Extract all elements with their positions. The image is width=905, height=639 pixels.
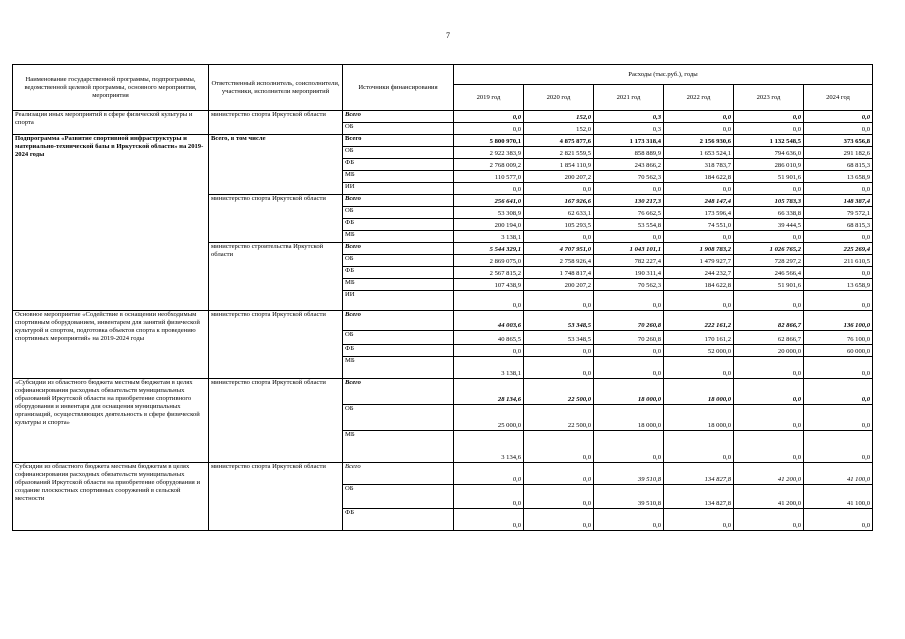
amount-cell: 25 000,0 bbox=[454, 405, 524, 431]
amount-cell: 184 622,8 bbox=[664, 171, 734, 183]
executor-name: министерство спорта Иркутской области bbox=[209, 379, 343, 463]
funding-source: ФБ bbox=[343, 509, 454, 531]
amount-cell: 41 100,0 bbox=[804, 485, 873, 509]
amount-cell: 0,0 bbox=[454, 509, 524, 531]
amount-cell: 2 156 930,6 bbox=[664, 135, 734, 147]
amount-cell: 79 572,1 bbox=[804, 207, 873, 219]
amount-cell: 1 854 110,9 bbox=[524, 159, 594, 171]
amount-cell: 40 865,5 bbox=[454, 331, 524, 345]
amount-cell: 53 348,5 bbox=[524, 331, 594, 345]
amount-cell: 200 194,0 bbox=[454, 219, 524, 231]
funding-source: Всего bbox=[343, 111, 454, 123]
executor-name: министерство спорта Иркутской области bbox=[209, 195, 343, 243]
amount-cell: 0,0 bbox=[454, 291, 524, 311]
activity-name: Реализация иных мероприятий в сфере физической культуры и спорта bbox=[13, 111, 209, 135]
amount-cell: 0,0 bbox=[804, 379, 873, 405]
table-row bbox=[13, 111, 873, 123]
amount-cell: 41 100,0 bbox=[804, 463, 873, 485]
amount-cell: 110 577,0 bbox=[454, 171, 524, 183]
amount-cell: 39 510,8 bbox=[594, 485, 664, 509]
amount-cell: 0,0 bbox=[734, 357, 804, 379]
amount-cell: 1 132 548,5 bbox=[734, 135, 804, 147]
amount-cell: 0,0 bbox=[594, 231, 664, 243]
amount-cell: 0,0 bbox=[804, 267, 873, 279]
amount-cell: 0,0 bbox=[664, 291, 734, 311]
amount-cell: 0,0 bbox=[734, 183, 804, 195]
amount-cell: 5 544 329,1 bbox=[454, 243, 524, 255]
amount-cell: 794 636,0 bbox=[734, 147, 804, 159]
funding-source: ОБ bbox=[343, 147, 454, 159]
amount-cell: 105 783,3 bbox=[734, 195, 804, 207]
amount-cell: 858 889,9 bbox=[594, 147, 664, 159]
amount-cell: 0,0 bbox=[594, 509, 664, 531]
funding-source: ОБ bbox=[343, 207, 454, 219]
amount-cell: 2 768 009,2 bbox=[454, 159, 524, 171]
amount-cell: 70 562,3 bbox=[594, 279, 664, 291]
amount-cell: 3 134,6 bbox=[454, 431, 524, 463]
header-expenses: Расходы (тыс.руб.), годы bbox=[454, 65, 873, 85]
page-number: 7 bbox=[446, 31, 450, 40]
header-year: 2022 год bbox=[664, 85, 734, 111]
amount-cell: 136 100,0 bbox=[804, 311, 873, 331]
amount-cell: 0,0 bbox=[734, 379, 804, 405]
amount-cell: 70 260,8 bbox=[594, 331, 664, 345]
amount-cell: 4 875 877,6 bbox=[524, 135, 594, 147]
amount-cell: 18 000,0 bbox=[594, 379, 664, 405]
budget-table bbox=[12, 64, 873, 531]
table-row bbox=[13, 135, 873, 147]
amount-cell: 0,0 bbox=[804, 509, 873, 531]
amount-cell: 2 869 075,0 bbox=[454, 255, 524, 267]
table-row bbox=[13, 379, 873, 405]
amount-cell: 18 000,0 bbox=[664, 405, 734, 431]
funding-source: МБ bbox=[343, 279, 454, 291]
header-year: 2020 год bbox=[524, 85, 594, 111]
amount-cell: 0,0 bbox=[454, 485, 524, 509]
amount-cell: 51 901,6 bbox=[734, 279, 804, 291]
header-sources: Источники финансирования bbox=[343, 65, 454, 111]
amount-cell: 53 554,8 bbox=[594, 219, 664, 231]
amount-cell: 0,0 bbox=[804, 405, 873, 431]
funding-source: Всего bbox=[343, 195, 454, 207]
amount-cell: 68 815,3 bbox=[804, 159, 873, 171]
amount-cell: 0,0 bbox=[454, 111, 524, 123]
amount-cell: 18 000,0 bbox=[664, 379, 734, 405]
amount-cell: 0,0 bbox=[664, 111, 734, 123]
header-year: 2021 год bbox=[594, 85, 664, 111]
amount-cell: 62 633,1 bbox=[524, 207, 594, 219]
amount-cell: 728 297,2 bbox=[734, 255, 804, 267]
amount-cell: 0,0 bbox=[734, 509, 804, 531]
funding-source: МБ bbox=[343, 357, 454, 379]
amount-cell: 200 207,2 bbox=[524, 171, 594, 183]
amount-cell: 0,0 bbox=[594, 431, 664, 463]
table-row bbox=[13, 463, 873, 485]
amount-cell: 0,0 bbox=[594, 345, 664, 357]
amount-cell: 286 010,9 bbox=[734, 159, 804, 171]
amount-cell: 0,0 bbox=[524, 231, 594, 243]
amount-cell: 18 000,0 bbox=[594, 405, 664, 431]
amount-cell: 0,0 bbox=[734, 111, 804, 123]
funding-source: ИИ bbox=[343, 291, 454, 311]
amount-cell: 190 311,4 bbox=[594, 267, 664, 279]
amount-cell: 0,0 bbox=[524, 463, 594, 485]
amount-cell: 20 000,0 bbox=[734, 345, 804, 357]
amount-cell: 225 269,4 bbox=[804, 243, 873, 255]
executor-name: министерство спорта Иркутской области bbox=[209, 463, 343, 531]
amount-cell: 173 596,4 bbox=[664, 207, 734, 219]
amount-cell: 0,0 bbox=[524, 345, 594, 357]
amount-cell: 1 026 765,2 bbox=[734, 243, 804, 255]
table-body bbox=[13, 111, 873, 531]
amount-cell: 211 610,5 bbox=[804, 255, 873, 267]
amount-cell: 782 227,4 bbox=[594, 255, 664, 267]
amount-cell: 53 348,5 bbox=[524, 311, 594, 331]
header-name: Наименование государственной программы, подпрограммы, ведомственной целевой программы, основного мероприятия, мероприятия bbox=[13, 65, 209, 111]
funding-source: ОБ bbox=[343, 331, 454, 345]
amount-cell: 51 901,6 bbox=[734, 171, 804, 183]
amount-cell: 28 134,6 bbox=[454, 379, 524, 405]
amount-cell: 39 510,8 bbox=[594, 463, 664, 485]
amount-cell: 200 207,2 bbox=[524, 279, 594, 291]
amount-cell: 1 479 927,7 bbox=[664, 255, 734, 267]
activity-name: Основное мероприятие «Содействие в оснащении необходимым спортивным оборудованием, инвентарем для занятий физической культурой и спортом, подготовка объектов спорта к проведению спортивных мероприятий» на 2019-2024 годы bbox=[13, 311, 209, 379]
amount-cell: 0,0 bbox=[594, 357, 664, 379]
funding-source: МБ bbox=[343, 231, 454, 243]
amount-cell: 5 800 970,1 bbox=[454, 135, 524, 147]
amount-cell: 0,0 bbox=[804, 111, 873, 123]
executor-name: министерство строительства Иркутской области bbox=[209, 243, 343, 311]
amount-cell: 0,0 bbox=[734, 231, 804, 243]
amount-cell: 0,0 bbox=[524, 183, 594, 195]
amount-cell: 0,0 bbox=[734, 291, 804, 311]
amount-cell: 0,0 bbox=[804, 123, 873, 135]
amount-cell: 74 551,0 bbox=[664, 219, 734, 231]
amount-cell: 52 000,0 bbox=[664, 345, 734, 357]
amount-cell: 134 827,8 bbox=[664, 463, 734, 485]
funding-source: Всего bbox=[343, 463, 454, 485]
amount-cell: 243 866,2 bbox=[594, 159, 664, 171]
amount-cell: 0,0 bbox=[524, 291, 594, 311]
amount-cell: 0,0 bbox=[664, 123, 734, 135]
executor-name: министерство спорта Иркутской области bbox=[209, 311, 343, 379]
amount-cell: 130 217,3 bbox=[594, 195, 664, 207]
amount-cell: 0,0 bbox=[804, 431, 873, 463]
amount-cell: 373 656,8 bbox=[804, 135, 873, 147]
amount-cell: 41 200,0 bbox=[734, 463, 804, 485]
amount-cell: 2 567 815,2 bbox=[454, 267, 524, 279]
header-year: 2024 год bbox=[804, 85, 873, 111]
amount-cell: 2 758 926,4 bbox=[524, 255, 594, 267]
amount-cell: 1 908 783,2 bbox=[664, 243, 734, 255]
amount-cell: 0,0 bbox=[664, 231, 734, 243]
amount-cell: 22 500,0 bbox=[524, 405, 594, 431]
amount-cell: 170 161,2 bbox=[664, 331, 734, 345]
amount-cell: 0,0 bbox=[524, 509, 594, 531]
amount-cell: 0,0 bbox=[664, 357, 734, 379]
amount-cell: 44 003,6 bbox=[454, 311, 524, 331]
amount-cell: 68 815,3 bbox=[804, 219, 873, 231]
amount-cell: 167 926,6 bbox=[524, 195, 594, 207]
activity-name: Подпрограмма «Развитие спортивной инфраструктуры и материально-технической базы в Иркутской области» на 2019-2024 годы bbox=[13, 135, 209, 311]
amount-cell: 0,0 bbox=[594, 183, 664, 195]
funding-source: ОБ bbox=[343, 255, 454, 267]
funding-source: МБ bbox=[343, 431, 454, 463]
amount-cell: 0,0 bbox=[524, 357, 594, 379]
amount-cell: 82 866,7 bbox=[734, 311, 804, 331]
funding-source: Всего bbox=[343, 243, 454, 255]
funding-source: ОБ bbox=[343, 485, 454, 509]
amount-cell: 0,0 bbox=[734, 123, 804, 135]
funding-source: ФБ bbox=[343, 219, 454, 231]
header-year: 2019 год bbox=[454, 85, 524, 111]
amount-cell: 256 641,0 bbox=[454, 195, 524, 207]
amount-cell: 0,0 bbox=[664, 431, 734, 463]
amount-cell: 0,0 bbox=[594, 291, 664, 311]
amount-cell: 184 622,8 bbox=[664, 279, 734, 291]
header-year: 2023 год bbox=[734, 85, 804, 111]
amount-cell: 41 200,0 bbox=[734, 485, 804, 509]
amount-cell: 107 438,9 bbox=[454, 279, 524, 291]
amount-cell: 62 866,7 bbox=[734, 331, 804, 345]
amount-cell: 39 444,5 bbox=[734, 219, 804, 231]
activity-name: Субсидии из областного бюджета местным бюджетам в целях софинансирования расходных обязательств муниципальных образований Иркутской области на приобретение оборудования и создание плоскостных спортивных сооружений в сельской местности bbox=[13, 463, 209, 531]
amount-cell: 70 260,8 bbox=[594, 311, 664, 331]
amount-cell: 0,0 bbox=[664, 183, 734, 195]
amount-cell: 60 000,0 bbox=[804, 345, 873, 357]
amount-cell: 53 308,9 bbox=[454, 207, 524, 219]
amount-cell: 0,0 bbox=[804, 291, 873, 311]
amount-cell: 2 922 383,9 bbox=[454, 147, 524, 159]
amount-cell: 152,0 bbox=[524, 123, 594, 135]
amount-cell: 0,0 bbox=[734, 431, 804, 463]
amount-cell: 76 100,0 bbox=[804, 331, 873, 345]
amount-cell: 70 562,3 bbox=[594, 171, 664, 183]
amount-cell: 66 338,8 bbox=[734, 207, 804, 219]
amount-cell: 13 658,9 bbox=[804, 171, 873, 183]
amount-cell: 0,0 bbox=[454, 463, 524, 485]
amount-cell: 0,0 bbox=[804, 183, 873, 195]
amount-cell: 3 138,1 bbox=[454, 231, 524, 243]
amount-cell: 0,0 bbox=[524, 431, 594, 463]
amount-cell: 2 821 559,5 bbox=[524, 147, 594, 159]
amount-cell: 152,0 bbox=[524, 111, 594, 123]
amount-cell: 0,0 bbox=[804, 357, 873, 379]
amount-cell: 246 566,4 bbox=[734, 267, 804, 279]
funding-source: Всего bbox=[343, 379, 454, 405]
amount-cell: 4 707 951,0 bbox=[524, 243, 594, 255]
activity-name: «Субсидии из областного бюджета местным бюджетам в целях софинансирования расходных обязательств муниципальных образований Иркутской области на приобретение спортивного оборудования и инвентаря для оснащения муниципальных организаций, осуществляющих деятельность в сфере физической культуры и спорта» bbox=[13, 379, 209, 463]
funding-source: Всего bbox=[343, 311, 454, 331]
amount-cell: 0,0 bbox=[524, 485, 594, 509]
amount-cell: 0,0 bbox=[664, 509, 734, 531]
amount-cell: 318 783,7 bbox=[664, 159, 734, 171]
funding-source: МБ bbox=[343, 171, 454, 183]
amount-cell: 105 293,5 bbox=[524, 219, 594, 231]
amount-cell: 291 182,6 bbox=[804, 147, 873, 159]
amount-cell: 0,0 bbox=[804, 231, 873, 243]
amount-cell: 244 232,7 bbox=[664, 267, 734, 279]
amount-cell: 248 147,4 bbox=[664, 195, 734, 207]
executor-name: министерство спорта Иркутской области bbox=[209, 111, 343, 135]
header-responsible: Ответственный исполнитель, соисполнители, участники, исполнители мероприятий bbox=[209, 65, 343, 111]
funding-source: ОБ bbox=[343, 405, 454, 431]
funding-source: ФБ bbox=[343, 267, 454, 279]
funding-source: ФБ bbox=[343, 345, 454, 357]
funding-source: ФБ bbox=[343, 159, 454, 171]
funding-source: Всего bbox=[343, 135, 454, 147]
amount-cell: 0,0 bbox=[734, 405, 804, 431]
amount-cell: 0,0 bbox=[454, 183, 524, 195]
funding-source: ИИ bbox=[343, 183, 454, 195]
amount-cell: 222 161,2 bbox=[664, 311, 734, 331]
amount-cell: 22 500,0 bbox=[524, 379, 594, 405]
table-row bbox=[13, 311, 873, 331]
amount-cell: 1 173 318,4 bbox=[594, 135, 664, 147]
amount-cell: 3 138,1 bbox=[454, 357, 524, 379]
amount-cell: 148 387,4 bbox=[804, 195, 873, 207]
amount-cell: 1 043 101,1 bbox=[594, 243, 664, 255]
amount-cell: 0,3 bbox=[594, 123, 664, 135]
amount-cell: 0,3 bbox=[594, 111, 664, 123]
executor-name: Всего, в том числе bbox=[209, 135, 343, 195]
amount-cell: 134 827,8 bbox=[664, 485, 734, 509]
amount-cell: 1 748 817,4 bbox=[524, 267, 594, 279]
amount-cell: 76 662,5 bbox=[594, 207, 664, 219]
funding-source: ОБ bbox=[343, 123, 454, 135]
amount-cell: 0,0 bbox=[454, 345, 524, 357]
amount-cell: 13 658,9 bbox=[804, 279, 873, 291]
amount-cell: 1 653 524,1 bbox=[664, 147, 734, 159]
amount-cell: 0,0 bbox=[454, 123, 524, 135]
